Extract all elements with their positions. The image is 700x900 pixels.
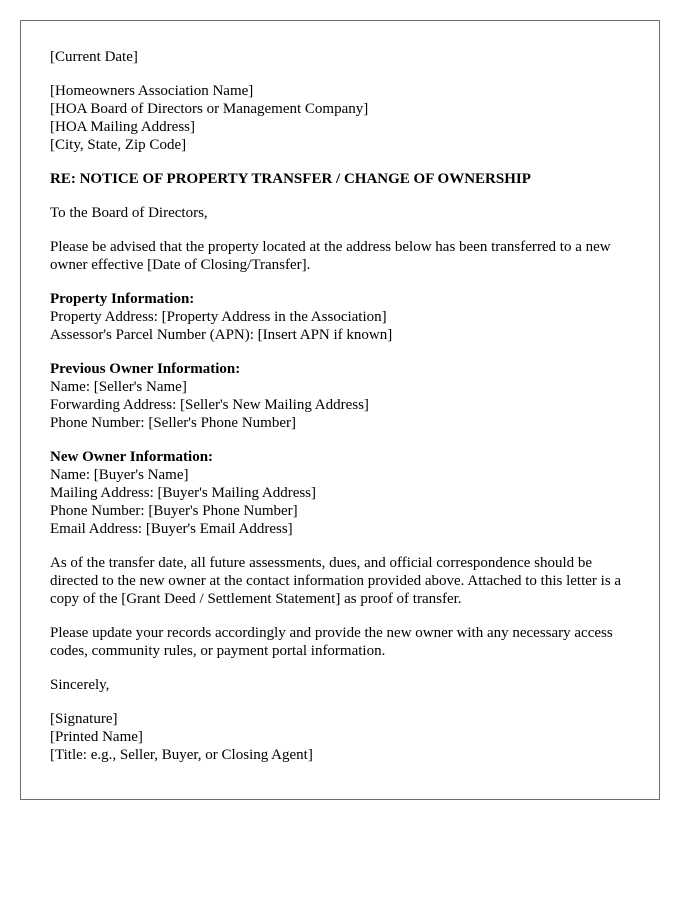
closing-line: Sincerely, xyxy=(50,677,110,693)
signature-line: [Signature] xyxy=(50,711,118,727)
date-block xyxy=(50,48,640,66)
seller-forwarding-address-line: Forwarding Address: [Seller's New Mailing Address] xyxy=(50,397,369,413)
buyer-phone-line: Phone Number: [Buyer's Phone Number] xyxy=(50,503,298,519)
signature-block xyxy=(50,710,640,764)
request-paragraph: Please update your records accordingly and provide the new owner with any necessary access codes, community rules, or payment portal information. xyxy=(50,625,613,659)
letter-body xyxy=(50,48,640,780)
letter-page xyxy=(20,20,660,800)
transfer-block xyxy=(50,554,640,608)
title-line: [Title: e.g., Seller, Buyer, or Closing Agent] xyxy=(50,747,313,763)
new-owner-heading: New Owner Information: xyxy=(50,449,214,465)
printed-name-line: [Printed Name] xyxy=(50,729,143,745)
recipient-board: [HOA Board of Directors or Management Company] xyxy=(50,101,369,117)
previous-owner-section xyxy=(50,360,640,432)
transfer-paragraph: As of the transfer date, all future assessments, dues, and official correspondence should be directed to the new owner at the contact information provided above. Attached to this letter is a copy of the [Grant Deed / Settlement Statement] as proof of transfer. xyxy=(50,555,622,607)
closing-block xyxy=(50,676,640,694)
seller-name-line: Name: [Seller's Name] xyxy=(50,379,187,395)
property-info-heading: Property Information: xyxy=(50,291,195,307)
buyer-email-line: Email Address: [Buyer's Email Address] xyxy=(50,521,293,537)
subject-block xyxy=(50,170,640,188)
new-owner-section xyxy=(50,448,640,538)
intro-paragraph: Please be advised that the property located at the address below has been transferred to a new owner effective [Date of Closing/Transfer]. xyxy=(50,239,611,273)
buyer-mailing-address-line: Mailing Address: [Buyer's Mailing Address] xyxy=(50,485,317,501)
previous-owner-heading: Previous Owner Information: xyxy=(50,361,241,377)
recipient-association-name: [Homeowners Association Name] xyxy=(50,83,254,99)
buyer-name-line: Name: [Buyer's Name] xyxy=(50,467,189,483)
recipient-block xyxy=(50,82,640,154)
intro-block xyxy=(50,238,640,274)
letter-date: [Current Date] xyxy=(50,49,138,65)
property-info-section xyxy=(50,290,640,344)
seller-phone-line: Phone Number: [Seller's Phone Number] xyxy=(50,415,296,431)
parcel-number-line: Assessor's Parcel Number (APN): [Insert APN if known] xyxy=(50,327,393,343)
recipient-mailing-address: [HOA Mailing Address] xyxy=(50,119,195,135)
salutation-block xyxy=(50,204,640,222)
salutation: To the Board of Directors, xyxy=(50,205,208,221)
recipient-city-state-zip: [City, State, Zip Code] xyxy=(50,137,187,153)
request-block xyxy=(50,624,640,660)
property-address-line: Property Address: [Property Address in the Association] xyxy=(50,309,387,325)
subject-line: RE: NOTICE OF PROPERTY TRANSFER / CHANGE OF OWNERSHIP xyxy=(50,171,531,187)
